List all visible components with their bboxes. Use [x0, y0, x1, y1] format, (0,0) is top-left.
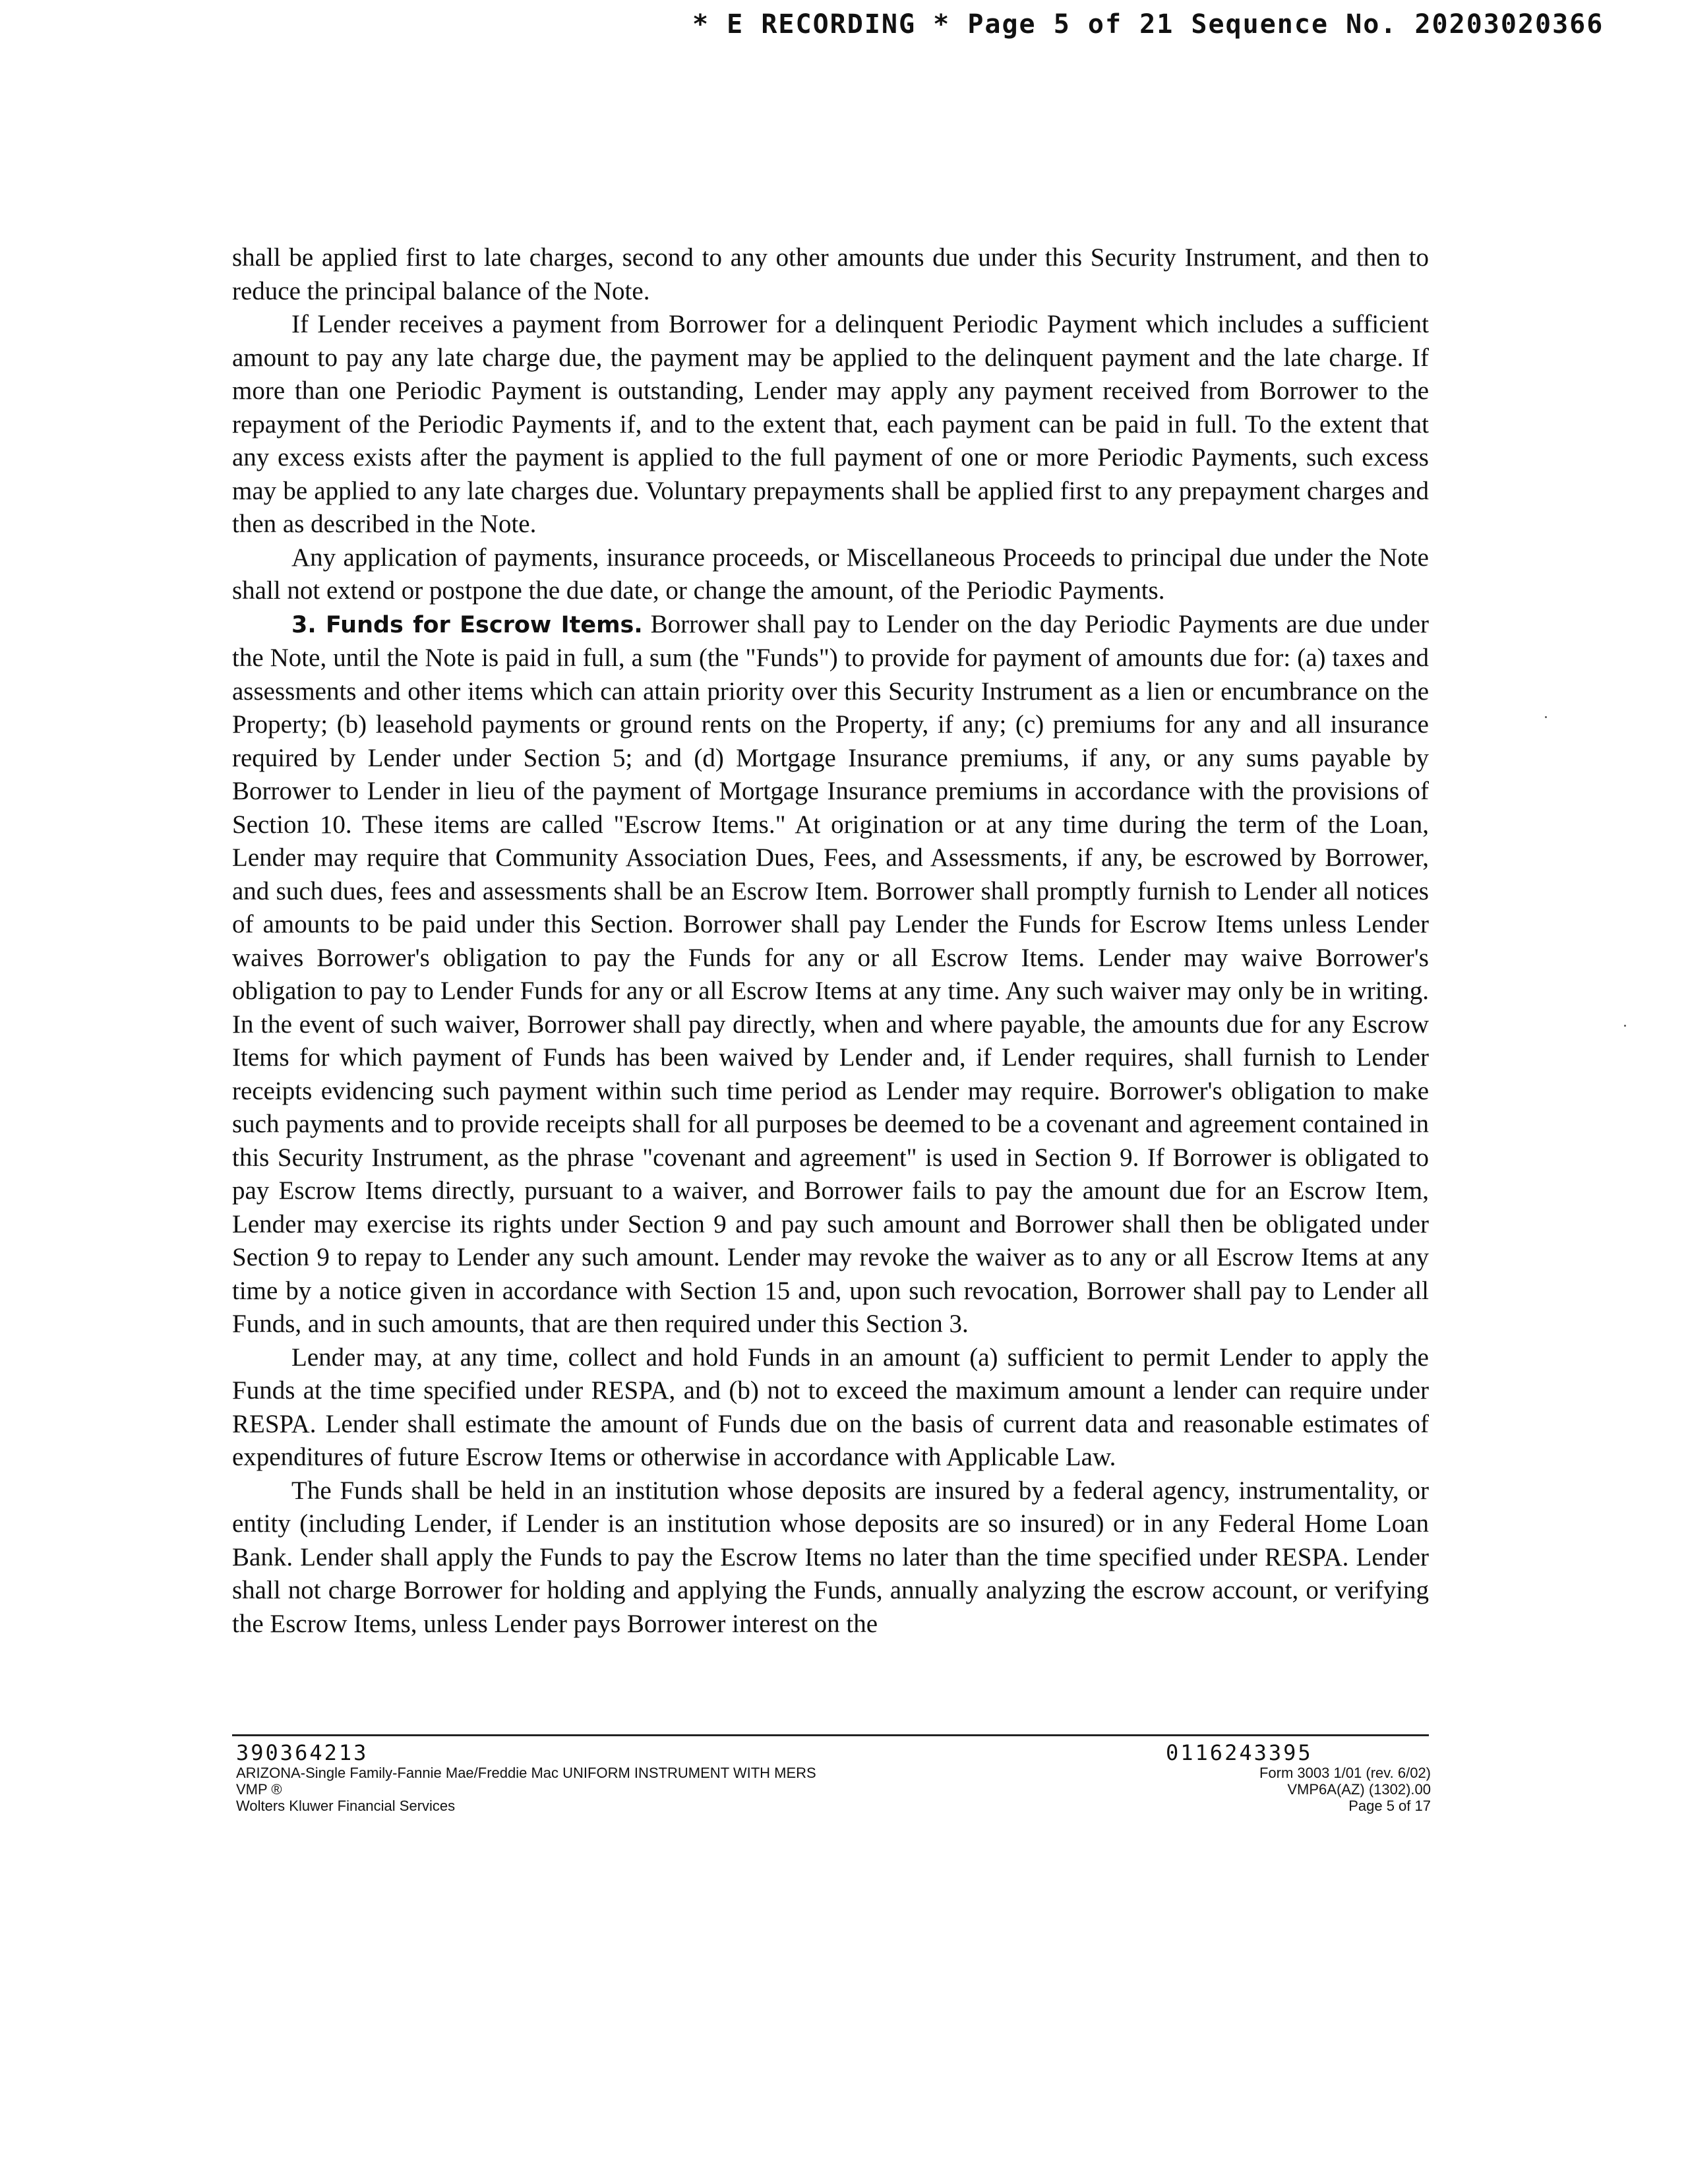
footer-right — [1075, 1741, 1431, 1814]
paragraph-continuation: shall be applied first to late charges, second to any other amounts due under this Security Instrument, and then to reduce the principal balance of the Note. — [232, 243, 1429, 305]
paragraph-funds-held: The Funds shall be held in an institution whose deposits are insured by a federal agency, instrumentality, or entity (including Lender, if Lender is an institution whose deposits are so insured) or in any Federal Home Loan Bank. Lender shall apply the Funds to pay the Escrow Items no later than the time specified under RESPA. Lender shall not charge Borrower for holding and applying the Funds, annually analyzing the escrow account, or verifying the Escrow Items, unless Lender pays Borrower interest on the — [232, 1476, 1429, 1638]
scan-speck — [1624, 1025, 1626, 1027]
document-body — [232, 241, 1429, 1641]
recording-header: * E RECORDING * Page 5 of 21 Sequence No. 20203020366 — [692, 9, 1604, 40]
footer-left — [236, 1741, 961, 1814]
footer-divider — [232, 1734, 1429, 1736]
form-number: Form 3003 1/01 (rev. 6/02) — [1259, 1765, 1431, 1781]
page-indicator: Page 5 of 17 — [1348, 1798, 1431, 1814]
form-title: ARIZONA-Single Family-Fannie Mae/Freddie Mac UNIFORM INSTRUMENT WITH MERS — [236, 1765, 816, 1781]
section-3-title: 3. Funds for Escrow Items. — [291, 611, 643, 638]
scan-speck — [1545, 716, 1547, 718]
vmp-code: VMP6A(AZ) (1302).00 — [1287, 1781, 1431, 1798]
paragraph-application-of-payments: Any application of payments, insurance proceeds, or Miscellaneous Proceeds to principal due under the Note shall not extend or postpone the due date, or change the amount, of the Periodic Payments. — [232, 543, 1429, 605]
paragraph-delinquent-payment: If Lender receives a payment from Borrower for a delinquent Periodic Payment which includes a sufficient amount to pay any late charge due, the payment may be applied to the delinquent payment and the late charge. If more than one Periodic Payment is outstanding, Lender may apply any payment received from Borrower to the repayment of the Periodic Payments if, and to the extent that, each payment can be paid in full. To the extent that any excess exists after the payment is applied to the full payment of one or more Periodic Payments, such excess may be applied to any late charges due. Voluntary prepayments shall be applied first to any prepayment charges and then as described in the Note. — [232, 310, 1429, 538]
loan-number: 390364213 — [236, 1740, 369, 1765]
vmp-mark: VMP ® — [236, 1781, 282, 1798]
paragraph-lender-may-collect: Lender may, at any time, collect and hold Funds in an amount (a) sufficient to permit Lender to apply the Funds at the time specified under RESPA, and (b) not to exceed the maximum amount a lender can require under RESPA. Lender shall estimate the amount of Funds due on the basis of current data and reasonable estimates of expenditures of future Escrow Items or otherwise in accordance with Applicable Law. — [232, 1343, 1429, 1471]
section-3-text: Borrower shall pay to Lender on the day Periodic Payments are due under the Note, until the Note is paid in full, a sum (the "Funds") to provide for payment of amounts due for: (a) taxes and assessments and other items which can attain priority over this Security Instrument as a lien or encumbrance on the Property; (b) leasehold payments or ground rents on the Property, if any; (c) premiums for any and all insurance required by Lender under Section 5; and (d) Mortgage Insurance premiums, if any, or any sums payable by Borrower to Lender in lieu of the payment of Mortgage Insurance premiums in accordance with the provisions of Section 10. These items are called "Escrow Items." At origination or at any time during the term of the Loan, Lender may require that Community Association Dues, Fees, and Assessments, if any, be escrowed by Borrower, and such dues, fees and assessments shall be an Escrow Item. Borrower shall promptly furnish to Lender all notices of amounts to be paid under this Section. Borrower shall pay Lender the Funds for Escrow Items unless Lender waives Borrower's obligation to pay the Funds for any or all Escrow Items. Lender may waive Borrower's obligation to pay to Lender Funds for any or all Escrow Items at any time. Any such waiver may only be in writing. In the event of such waiver, Borrower shall pay directly, when and where payable, the amounts due for any Escrow Items for which payment of Funds has been waived by Lender and, if Lender requires, shall furnish to Lender receipts evidencing such payment within such time period as Lender may require. Borrower's obligation to make such payments and to provide receipts shall for all purposes be deemed to be a covenant and agreement contained in this Security Instrument, as the phrase "covenant and agreement" is used in Section 9. If Borrower is obligated to pay Escrow Items directly, pursuant to a waiver, and Borrower fails to pay the amount due for an Escrow Item, Lender may exercise its rights under Section 9 and pay such amount and Borrower shall then be obligated under Section 9 to repay to Lender any such amount. Lender may revoke the waiver as to any or all Escrow Items at any time by a notice given in accordance with Section 15 and, upon such revocation, Borrower shall pay to Lender all Funds, and in such amounts, that are then required under this Section 3. — [232, 609, 1429, 1338]
publisher: Wolters Kluwer Financial Services — [236, 1798, 456, 1814]
document-number: 0116243395 — [1166, 1740, 1313, 1765]
paragraph-section-3 — [232, 608, 1429, 1341]
